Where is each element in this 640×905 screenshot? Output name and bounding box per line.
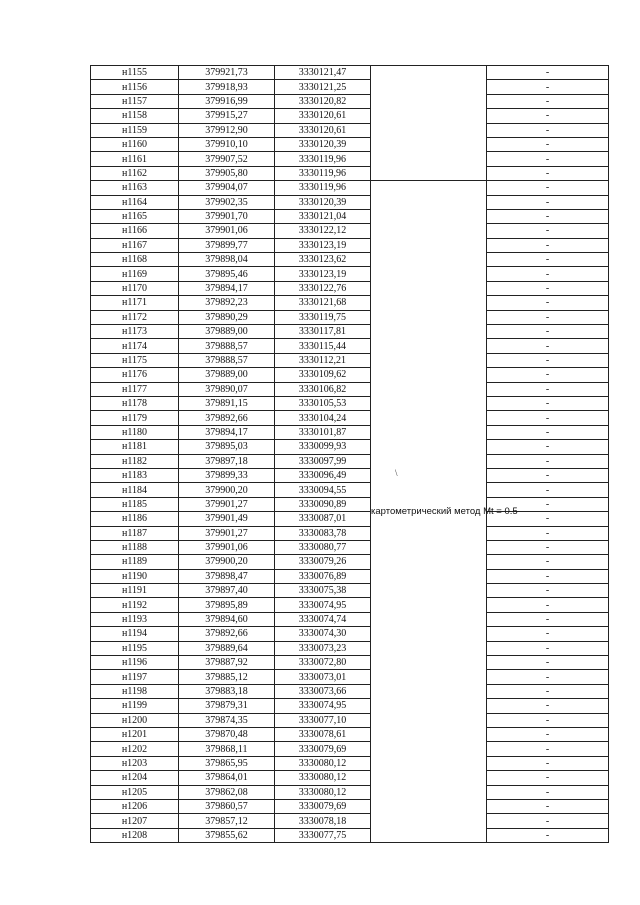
method-cell <box>371 66 487 181</box>
accuracy-cell: - <box>487 109 609 123</box>
point-id-cell: н1176 <box>91 368 179 382</box>
table-row <box>91 454 609 468</box>
table-row <box>91 310 609 324</box>
x-coordinate-cell: 379901,70 <box>179 209 275 223</box>
x-coordinate-cell: 379910,10 <box>179 137 275 151</box>
accuracy-cell: - <box>487 137 609 151</box>
y-coordinate-cell: 3330121,68 <box>275 296 371 310</box>
y-coordinate-cell: 3330112,21 <box>275 353 371 367</box>
table-row <box>91 497 609 511</box>
x-coordinate-cell: 379915,27 <box>179 109 275 123</box>
y-coordinate-cell: 3330119,96 <box>275 152 371 166</box>
table-row <box>91 468 609 482</box>
point-id-cell: н1187 <box>91 526 179 540</box>
x-coordinate-cell: 379857,12 <box>179 814 275 828</box>
accuracy-cell: - <box>487 440 609 454</box>
table-row <box>91 253 609 267</box>
point-id-cell: н1186 <box>91 512 179 526</box>
y-coordinate-cell: 3330101,87 <box>275 425 371 439</box>
y-coordinate-cell: 3330079,69 <box>275 799 371 813</box>
x-coordinate-cell: 379874,35 <box>179 713 275 727</box>
point-id-cell: н1171 <box>91 296 179 310</box>
accuracy-cell: - <box>487 627 609 641</box>
y-coordinate-cell: 3330074,30 <box>275 627 371 641</box>
accuracy-cell: - <box>487 411 609 425</box>
y-coordinate-cell: 3330094,55 <box>275 483 371 497</box>
table-row <box>91 296 609 310</box>
point-id-cell: н1202 <box>91 742 179 756</box>
x-coordinate-cell: 379870,48 <box>179 727 275 741</box>
x-coordinate-cell: 379921,73 <box>179 66 275 80</box>
accuracy-cell: - <box>487 799 609 813</box>
x-coordinate-cell: 379865,95 <box>179 756 275 770</box>
x-coordinate-cell: 379918,93 <box>179 80 275 94</box>
method-cell: картометрический метод Mt = 0.5 <box>371 181 487 843</box>
table-row <box>91 123 609 137</box>
y-coordinate-cell: 3330077,75 <box>275 828 371 842</box>
table-row <box>91 555 609 569</box>
x-coordinate-cell: 379912,90 <box>179 123 275 137</box>
point-id-cell: н1184 <box>91 483 179 497</box>
accuracy-cell: - <box>487 713 609 727</box>
point-id-cell: н1196 <box>91 656 179 670</box>
x-coordinate-cell: 379890,29 <box>179 310 275 324</box>
table-row <box>91 440 609 454</box>
y-coordinate-cell: 3330121,47 <box>275 66 371 80</box>
accuracy-cell: - <box>487 353 609 367</box>
point-id-cell: н1204 <box>91 771 179 785</box>
accuracy-cell: - <box>487 526 609 540</box>
point-id-cell: н1168 <box>91 253 179 267</box>
table-row <box>91 598 609 612</box>
y-coordinate-cell: 3330090,89 <box>275 497 371 511</box>
x-coordinate-cell: 379862,08 <box>179 785 275 799</box>
accuracy-cell: - <box>487 756 609 770</box>
x-coordinate-cell: 379891,15 <box>179 396 275 410</box>
x-coordinate-cell: 379889,00 <box>179 368 275 382</box>
accuracy-cell: - <box>487 555 609 569</box>
y-coordinate-cell: 3330117,81 <box>275 325 371 339</box>
x-coordinate-cell: 379889,00 <box>179 325 275 339</box>
x-coordinate-cell: 379895,03 <box>179 440 275 454</box>
x-coordinate-cell: 379889,64 <box>179 641 275 655</box>
point-id-cell: н1181 <box>91 440 179 454</box>
point-id-cell: н1175 <box>91 353 179 367</box>
y-coordinate-cell: 3330105,53 <box>275 396 371 410</box>
point-id-cell: н1155 <box>91 66 179 80</box>
x-coordinate-cell: 379897,18 <box>179 454 275 468</box>
x-coordinate-cell: 379883,18 <box>179 684 275 698</box>
table-row <box>91 353 609 367</box>
table-row <box>91 195 609 209</box>
table-row <box>91 411 609 425</box>
point-id-cell: н1195 <box>91 641 179 655</box>
y-coordinate-cell: 3330121,04 <box>275 209 371 223</box>
accuracy-cell: - <box>487 512 609 526</box>
accuracy-cell: - <box>487 94 609 108</box>
x-coordinate-cell: 379897,40 <box>179 584 275 598</box>
y-coordinate-cell: 3330080,77 <box>275 540 371 554</box>
x-coordinate-cell: 379894,17 <box>179 425 275 439</box>
accuracy-cell: - <box>487 785 609 799</box>
point-id-cell: н1174 <box>91 339 179 353</box>
table-row <box>91 799 609 813</box>
y-coordinate-cell: 3330104,24 <box>275 411 371 425</box>
table-row <box>91 771 609 785</box>
x-coordinate-cell: 379888,57 <box>179 339 275 353</box>
table-row <box>91 512 609 526</box>
x-coordinate-cell: 379890,07 <box>179 382 275 396</box>
accuracy-cell: - <box>487 267 609 281</box>
point-id-cell: н1194 <box>91 627 179 641</box>
accuracy-cell: - <box>487 80 609 94</box>
y-coordinate-cell: 3330080,12 <box>275 756 371 770</box>
x-coordinate-cell: 379900,20 <box>179 483 275 497</box>
x-coordinate-cell: 379907,52 <box>179 152 275 166</box>
y-coordinate-cell: 3330074,95 <box>275 699 371 713</box>
y-coordinate-cell: 3330120,61 <box>275 109 371 123</box>
accuracy-cell: - <box>487 209 609 223</box>
y-coordinate-cell: 3330119,96 <box>275 166 371 180</box>
table-row <box>91 656 609 670</box>
table-row <box>91 756 609 770</box>
y-coordinate-cell: 3330073,01 <box>275 670 371 684</box>
point-id-cell: н1170 <box>91 281 179 295</box>
coordinates-table-body <box>91 66 609 843</box>
x-coordinate-cell: 379901,27 <box>179 497 275 511</box>
accuracy-cell: - <box>487 325 609 339</box>
point-id-cell: н1208 <box>91 828 179 842</box>
accuracy-cell: - <box>487 224 609 238</box>
accuracy-cell: - <box>487 727 609 741</box>
table-row <box>91 540 609 554</box>
y-coordinate-cell: 3330079,26 <box>275 555 371 569</box>
y-coordinate-cell: 3330119,96 <box>275 181 371 195</box>
y-coordinate-cell: 3330076,89 <box>275 569 371 583</box>
y-coordinate-cell: 3330106,82 <box>275 382 371 396</box>
y-coordinate-cell: 3330115,44 <box>275 339 371 353</box>
y-coordinate-cell: 3330123,62 <box>275 253 371 267</box>
accuracy-cell: - <box>487 483 609 497</box>
x-coordinate-cell: 379904,07 <box>179 181 275 195</box>
y-coordinate-cell: 3330073,66 <box>275 684 371 698</box>
point-id-cell: н1179 <box>91 411 179 425</box>
table-row <box>91 584 609 598</box>
x-coordinate-cell: 379898,04 <box>179 253 275 267</box>
accuracy-cell: - <box>487 166 609 180</box>
table-row <box>91 641 609 655</box>
point-id-cell: н1161 <box>91 152 179 166</box>
table-row <box>91 742 609 756</box>
table-row <box>91 209 609 223</box>
table-row <box>91 224 609 238</box>
y-coordinate-cell: 3330123,19 <box>275 267 371 281</box>
accuracy-cell: - <box>487 425 609 439</box>
accuracy-cell: - <box>487 641 609 655</box>
y-coordinate-cell: 3330078,61 <box>275 727 371 741</box>
table-row <box>91 814 609 828</box>
point-id-cell: н1188 <box>91 540 179 554</box>
point-id-cell: н1169 <box>91 267 179 281</box>
table-row <box>91 425 609 439</box>
point-id-cell: н1193 <box>91 612 179 626</box>
x-coordinate-cell: 379902,35 <box>179 195 275 209</box>
point-id-cell: н1159 <box>91 123 179 137</box>
y-coordinate-cell: 3330120,39 <box>275 195 371 209</box>
point-id-cell: н1157 <box>91 94 179 108</box>
accuracy-cell: - <box>487 396 609 410</box>
accuracy-cell: - <box>487 656 609 670</box>
y-coordinate-cell: 3330073,23 <box>275 641 371 655</box>
accuracy-cell: - <box>487 152 609 166</box>
accuracy-cell: - <box>487 742 609 756</box>
table-row <box>91 699 609 713</box>
y-coordinate-cell: 3330121,25 <box>275 80 371 94</box>
table-row <box>91 166 609 180</box>
accuracy-cell: - <box>487 497 609 511</box>
x-coordinate-cell: 379888,57 <box>179 353 275 367</box>
x-coordinate-cell: 379885,12 <box>179 670 275 684</box>
y-coordinate-cell: 3330123,19 <box>275 238 371 252</box>
table-row <box>91 713 609 727</box>
table-row <box>91 828 609 842</box>
point-id-cell: н1207 <box>91 814 179 828</box>
accuracy-cell: - <box>487 253 609 267</box>
y-coordinate-cell: 3330074,95 <box>275 598 371 612</box>
table-row <box>91 281 609 295</box>
stray-mark: \ <box>395 468 398 478</box>
point-id-cell: н1173 <box>91 325 179 339</box>
accuracy-cell: - <box>487 339 609 353</box>
y-coordinate-cell: 3330120,61 <box>275 123 371 137</box>
x-coordinate-cell: 379899,33 <box>179 468 275 482</box>
accuracy-cell: - <box>487 540 609 554</box>
x-coordinate-cell: 379892,66 <box>179 627 275 641</box>
x-coordinate-cell: 379895,89 <box>179 598 275 612</box>
accuracy-cell: - <box>487 123 609 137</box>
y-coordinate-cell: 3330097,99 <box>275 454 371 468</box>
point-id-cell: н1172 <box>91 310 179 324</box>
x-coordinate-cell: 379901,06 <box>179 540 275 554</box>
x-coordinate-cell: 379860,57 <box>179 799 275 813</box>
table-row <box>91 238 609 252</box>
point-id-cell: н1185 <box>91 497 179 511</box>
table-row <box>91 181 609 195</box>
accuracy-cell: - <box>487 670 609 684</box>
x-coordinate-cell: 379868,11 <box>179 742 275 756</box>
point-id-cell: н1178 <box>91 396 179 410</box>
accuracy-cell: - <box>487 612 609 626</box>
x-coordinate-cell: 379901,06 <box>179 224 275 238</box>
y-coordinate-cell: 3330099,93 <box>275 440 371 454</box>
accuracy-cell: - <box>487 310 609 324</box>
x-coordinate-cell: 379879,31 <box>179 699 275 713</box>
x-coordinate-cell: 379855,62 <box>179 828 275 842</box>
point-id-cell: н1164 <box>91 195 179 209</box>
x-coordinate-cell: 379901,27 <box>179 526 275 540</box>
table-row <box>91 785 609 799</box>
y-coordinate-cell: 3330080,12 <box>275 785 371 799</box>
table-row <box>91 80 609 94</box>
accuracy-cell: - <box>487 569 609 583</box>
y-coordinate-cell: 3330122,76 <box>275 281 371 295</box>
point-id-cell: н1192 <box>91 598 179 612</box>
table-row <box>91 396 609 410</box>
point-id-cell: н1180 <box>91 425 179 439</box>
point-id-cell: н1198 <box>91 684 179 698</box>
x-coordinate-cell: 379900,20 <box>179 555 275 569</box>
table-row <box>91 526 609 540</box>
point-id-cell: н1190 <box>91 569 179 583</box>
table-row <box>91 627 609 641</box>
point-id-cell: н1189 <box>91 555 179 569</box>
accuracy-cell: - <box>487 454 609 468</box>
accuracy-cell: - <box>487 684 609 698</box>
y-coordinate-cell: 3330072,80 <box>275 656 371 670</box>
accuracy-cell: - <box>487 382 609 396</box>
accuracy-cell: - <box>487 699 609 713</box>
point-id-cell: н1201 <box>91 727 179 741</box>
point-id-cell: н1183 <box>91 468 179 482</box>
x-coordinate-cell: 379892,23 <box>179 296 275 310</box>
y-coordinate-cell: 3330120,39 <box>275 137 371 151</box>
y-coordinate-cell: 3330077,10 <box>275 713 371 727</box>
y-coordinate-cell: 3330080,12 <box>275 771 371 785</box>
table-row <box>91 66 609 80</box>
accuracy-cell: - <box>487 814 609 828</box>
y-coordinate-cell: 3330087,01 <box>275 512 371 526</box>
table-row <box>91 612 609 626</box>
accuracy-cell: - <box>487 584 609 598</box>
y-coordinate-cell: 3330122,12 <box>275 224 371 238</box>
x-coordinate-cell: 379894,17 <box>179 281 275 295</box>
table-row <box>91 267 609 281</box>
x-coordinate-cell: 379898,47 <box>179 569 275 583</box>
point-id-cell: н1160 <box>91 137 179 151</box>
table-row <box>91 483 609 497</box>
y-coordinate-cell: 3330075,38 <box>275 584 371 598</box>
point-id-cell: н1167 <box>91 238 179 252</box>
point-id-cell: н1205 <box>91 785 179 799</box>
accuracy-cell: - <box>487 368 609 382</box>
point-id-cell: н1197 <box>91 670 179 684</box>
y-coordinate-cell: 3330109,62 <box>275 368 371 382</box>
point-id-cell: н1199 <box>91 699 179 713</box>
x-coordinate-cell: 379905,80 <box>179 166 275 180</box>
x-coordinate-cell: 379887,92 <box>179 656 275 670</box>
point-id-cell: н1162 <box>91 166 179 180</box>
table-row <box>91 137 609 151</box>
y-coordinate-cell: 3330079,69 <box>275 742 371 756</box>
point-id-cell: н1156 <box>91 80 179 94</box>
accuracy-cell: - <box>487 281 609 295</box>
x-coordinate-cell: 379916,99 <box>179 94 275 108</box>
table-row <box>91 684 609 698</box>
point-id-cell: н1166 <box>91 224 179 238</box>
table-row <box>91 670 609 684</box>
y-coordinate-cell: 3330120,82 <box>275 94 371 108</box>
accuracy-cell: - <box>487 296 609 310</box>
point-id-cell: н1165 <box>91 209 179 223</box>
y-coordinate-cell: 3330119,75 <box>275 310 371 324</box>
point-id-cell: н1200 <box>91 713 179 727</box>
x-coordinate-cell: 379894,60 <box>179 612 275 626</box>
x-coordinate-cell: 379895,46 <box>179 267 275 281</box>
y-coordinate-cell: 3330083,78 <box>275 526 371 540</box>
point-id-cell: н1177 <box>91 382 179 396</box>
accuracy-cell: - <box>487 238 609 252</box>
accuracy-cell: - <box>487 181 609 195</box>
table-row <box>91 152 609 166</box>
table-row <box>91 368 609 382</box>
accuracy-cell: - <box>487 598 609 612</box>
accuracy-cell: - <box>487 195 609 209</box>
accuracy-cell: - <box>487 468 609 482</box>
table-row <box>91 109 609 123</box>
accuracy-cell: - <box>487 828 609 842</box>
point-id-cell: н1182 <box>91 454 179 468</box>
x-coordinate-cell: 379864,01 <box>179 771 275 785</box>
accuracy-cell: - <box>487 771 609 785</box>
table-row <box>91 339 609 353</box>
point-id-cell: н1206 <box>91 799 179 813</box>
table-row <box>91 569 609 583</box>
accuracy-cell: - <box>487 66 609 80</box>
point-id-cell: н1158 <box>91 109 179 123</box>
x-coordinate-cell: 379901,49 <box>179 512 275 526</box>
point-id-cell: н1203 <box>91 756 179 770</box>
y-coordinate-cell: 3330096,49 <box>275 468 371 482</box>
x-coordinate-cell: 379892,66 <box>179 411 275 425</box>
table-row <box>91 94 609 108</box>
table-row <box>91 325 609 339</box>
point-id-cell: н1191 <box>91 584 179 598</box>
table-row <box>91 727 609 741</box>
x-coordinate-cell: 379899,77 <box>179 238 275 252</box>
y-coordinate-cell: 3330078,18 <box>275 814 371 828</box>
coordinates-table <box>90 65 609 843</box>
point-id-cell: н1163 <box>91 181 179 195</box>
table-row <box>91 382 609 396</box>
y-coordinate-cell: 3330074,74 <box>275 612 371 626</box>
